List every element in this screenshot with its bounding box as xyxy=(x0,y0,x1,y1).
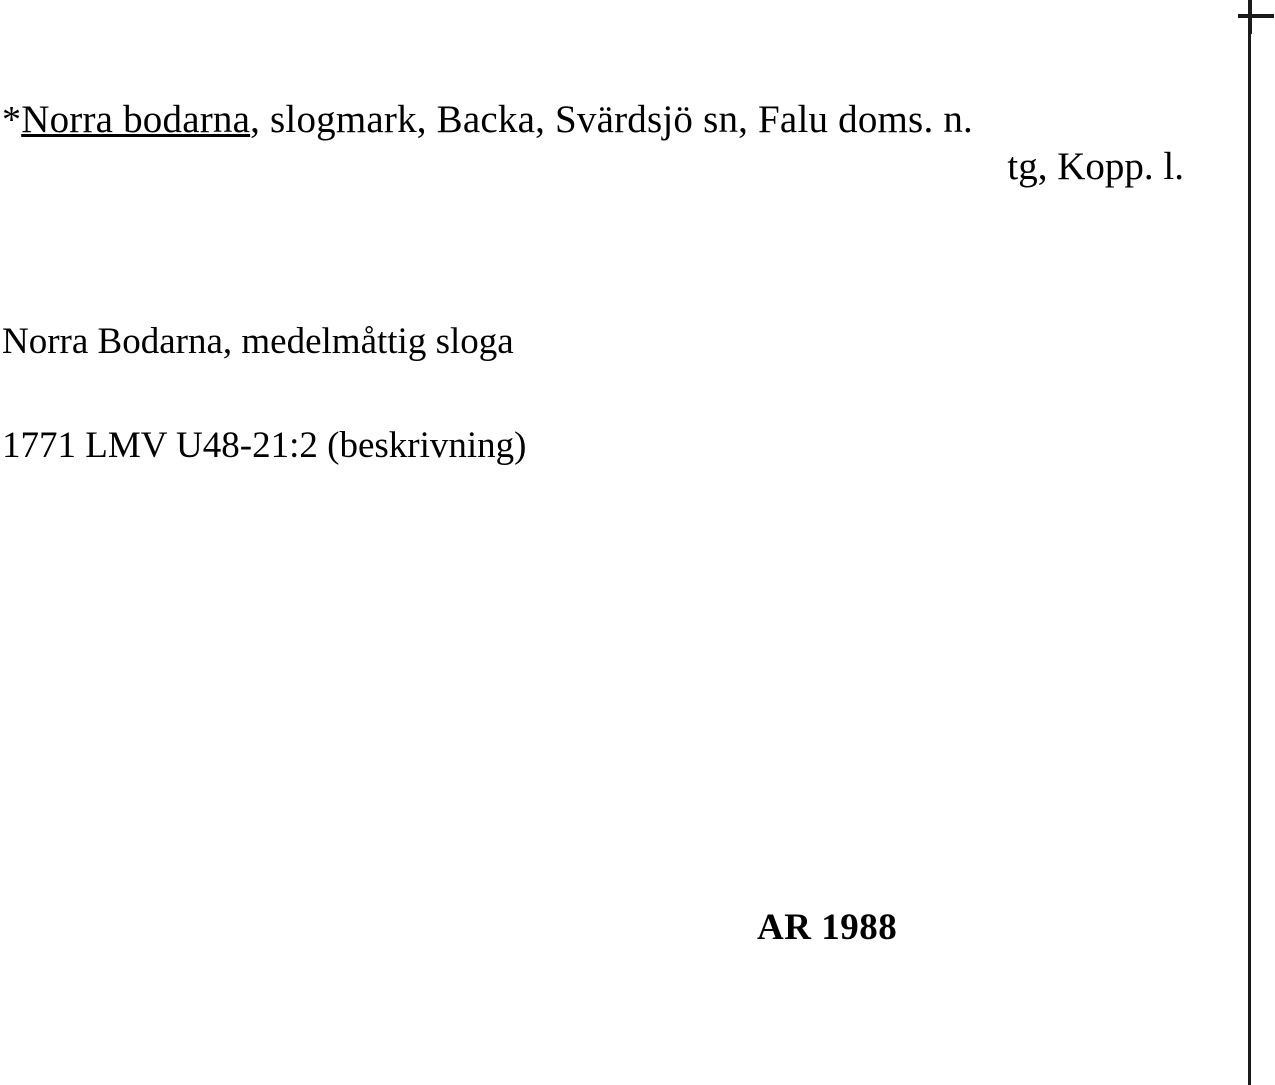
description-line: Norra Bodarna, medelmåttig sloga xyxy=(2,321,514,362)
crosshair-vertical-bar xyxy=(1248,0,1252,34)
source-reference-line: 1771 LMV U48-21:2 (beskrivning) xyxy=(2,425,527,466)
signature-line: AR 1988 xyxy=(757,907,898,948)
headword-asterisk-marker: * xyxy=(2,99,22,141)
headword-qualifiers: , slogmark, Backa, Svärdsjö sn, Falu doms. n. xyxy=(250,98,973,141)
registration-crosshair-icon xyxy=(1230,0,1274,40)
headword-continuation: tg, Kopp. l. xyxy=(1007,145,1184,188)
card-frame-right-rule xyxy=(1248,0,1251,1085)
headword: Norra bodarna xyxy=(21,98,251,141)
headword-block xyxy=(0,96,1230,190)
crosshair-horizontal-bar xyxy=(1238,14,1274,18)
headword-line xyxy=(0,96,1230,144)
